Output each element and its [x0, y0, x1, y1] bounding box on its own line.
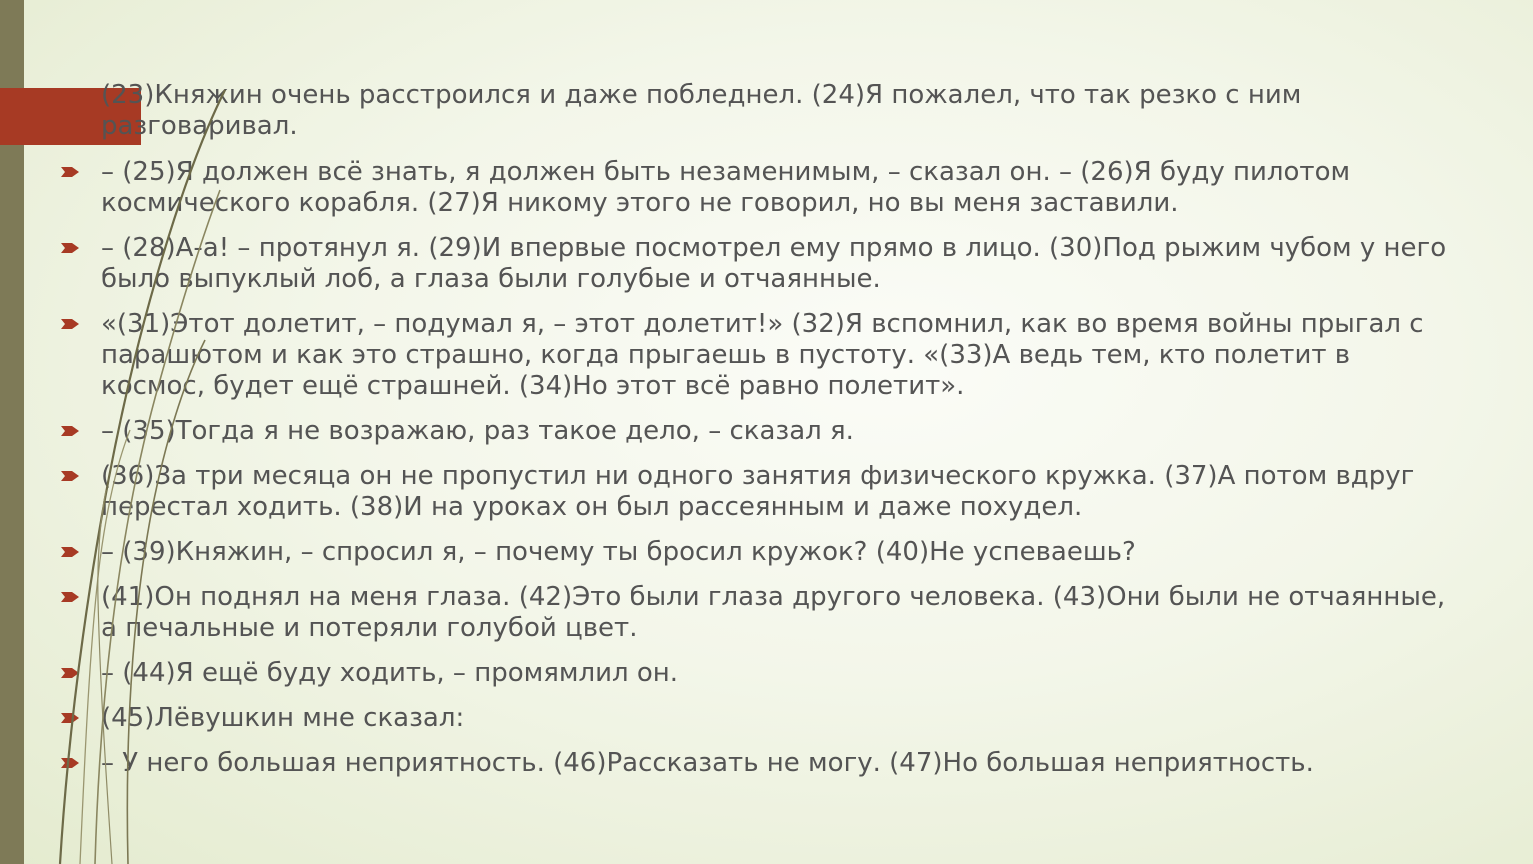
- list-item: [56, 658, 1456, 689]
- list-item: [56, 537, 1456, 568]
- paragraph-text: – (25)Я должен всё знать, я должен быть незаменимым, – сказал он. – (26)Я буду пилотом космического корабля. (27)Я никому этого не говорил, но вы меня заставили.: [101, 157, 1351, 218]
- arrow-bullet-icon: [61, 425, 80, 437]
- slide-text-list: [56, 80, 1456, 793]
- list-item: [56, 416, 1456, 447]
- arrow-bullet-icon: [61, 757, 80, 769]
- paragraph-text: – (35)Тогда я не возражаю, раз такое дело, – сказал я.: [101, 416, 854, 446]
- paragraph-text: (23)Княжин очень расстроился и даже побледнел. (24)Я пожалел, что так резко с ним разговаривал.: [101, 80, 1302, 141]
- list-item: [56, 748, 1456, 779]
- paragraph-text: – (44)Я ещё буду ходить, – промямлил он.: [101, 658, 679, 688]
- list-item: [56, 461, 1456, 523]
- arrow-bullet-icon: [61, 667, 80, 679]
- arrow-bullet-icon: [61, 470, 80, 482]
- list-item: [56, 582, 1456, 644]
- list-item: [56, 703, 1456, 734]
- arrow-bullet-icon: [61, 318, 80, 330]
- paragraph-text: (41)Он поднял на меня глаза. (42)Это были глаза другого человека. (43)Они были не отчаянные, а печальные и потеряли голубой цвет.: [101, 582, 1446, 643]
- arrow-bullet-icon: [61, 242, 80, 254]
- paragraph-text: (45)Лёвушкин мне сказал:: [101, 703, 465, 733]
- paragraph-text: – (28)А-а! – протянул я. (29)И впервые посмотрел ему прямо в лицо. (30)Под рыжим чубом у него было выпуклый лоб, а глаза были голубые и отчаянные.: [101, 233, 1447, 294]
- paragraph-text: – (39)Княжин, – спросил я, – почему ты бросил кружок? (40)Не успеваешь?: [101, 537, 1136, 567]
- paragraph-text: «(31)Этот долетит, – подумал я, – этот долетит!» (32)Я вспомнил, как во время войны прыгал с парашютом и как это страшно, когда прыгаешь в пустоту. «(33)А ведь тем, кто полетит в космос, будет ещё страшней. (34)Но этот всё равно полетит».: [101, 309, 1424, 401]
- list-item: [56, 157, 1456, 219]
- list-item: [56, 309, 1456, 402]
- paragraph-text: – У него большая неприятность. (46)Рассказать не могу. (47)Но большая неприятность.: [101, 748, 1314, 778]
- list-item: [56, 233, 1456, 295]
- arrow-bullet-icon: [61, 591, 80, 603]
- list-item: [56, 80, 1456, 142]
- arrow-bullet-icon: [61, 546, 80, 558]
- paragraph-text: (36)За три месяца он не пропустил ни одного занятия физического кружка. (37)А потом вдруг перестал ходить. (38)И на уроках он был рассеянным и даже похудел.: [101, 461, 1415, 522]
- arrow-bullet-icon: [61, 166, 80, 178]
- arrow-bullet-icon: [61, 712, 80, 724]
